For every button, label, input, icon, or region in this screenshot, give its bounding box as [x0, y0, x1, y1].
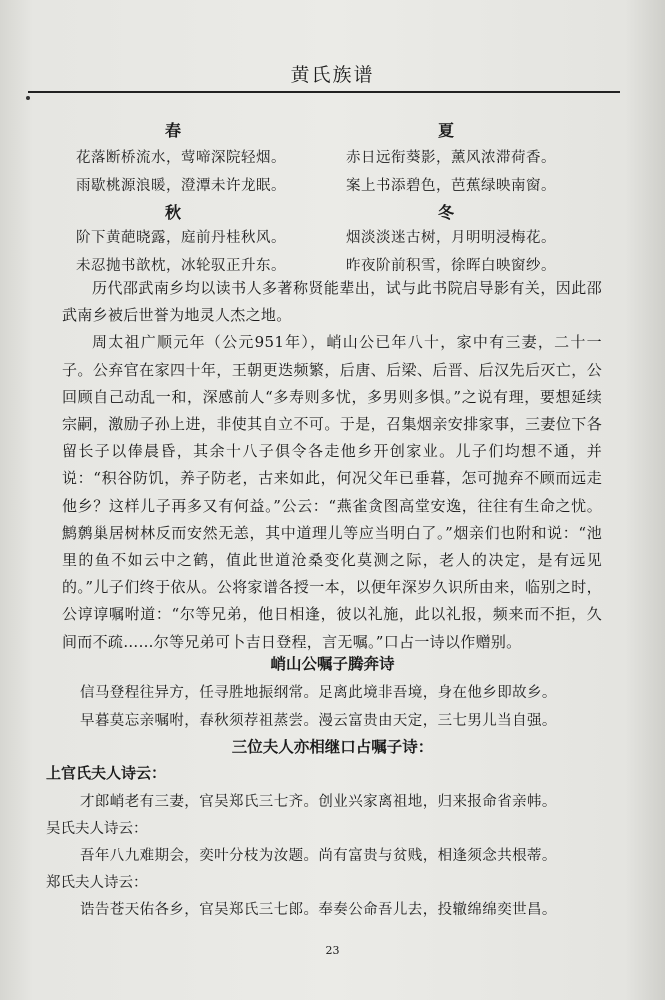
winter-line-2: 昨夜阶前积雪，徐晖白映窗纱。: [346, 258, 556, 274]
spring-line-2: 雨歇桃源浪暖，澄潭未许龙眠。: [76, 178, 286, 194]
paragraph-1: 历代邵武南乡均以读书人多著称贤能辈出，试与此书院启导影有关，因此邵武南乡被后世誉为地灵人杰之地。: [62, 279, 602, 325]
wife-speaker-2: 吴氏夫人诗云：: [46, 821, 148, 837]
header-dot: [26, 96, 30, 100]
page-number: 23: [325, 944, 340, 957]
winter-title: 冬: [438, 203, 455, 222]
winter-line-1: 烟淡淡迷古树，月明明浸梅花。: [346, 230, 556, 246]
spring-title: 春: [165, 121, 182, 140]
summer-title: 夏: [438, 121, 455, 140]
wives-section-title: 三位夫人亦相继口占嘱子诗：: [231, 738, 434, 756]
wife-line-1: 才郎峭老有三妻，官吴郑氏三七齐。创业兴家离祖地，归来报命省亲帏。: [80, 794, 557, 810]
wife-line-2: 吾年八九难期会，奕叶分枝为汝题。尚有富贵与贫贱，相逢须念共根蒂。: [80, 848, 557, 864]
wife-speaker-3: 郑氏夫人诗云：: [46, 875, 148, 891]
header-rule: [28, 91, 620, 93]
summer-line-1: 赤日远衔葵影，薰风浓滞荷香。: [346, 150, 556, 166]
body-text: [62, 275, 602, 656]
wife-speaker-1: 上官氏夫人诗云：: [46, 764, 167, 782]
book-title: 黄氏族谱: [290, 64, 375, 86]
poem-line-2: 早暮莫忘亲嘱咐，春秋须荐祖蒸尝。漫云富贵由天定，三七男儿当自强。: [80, 713, 557, 729]
poem-section-title: 峭山公嘱子腾奔诗: [270, 655, 395, 673]
autumn-line-2: 未忍抛书歆枕，冰轮驭正升东。: [76, 258, 286, 274]
autumn-title: 秋: [165, 203, 182, 222]
paragraph-2: 周太祖广顺元年（公元951年），峭山公已年八十，家中有三妻，二十一子。公弃官在家四十年，王朝更迭频繁，后唐、后梁、后晋、后汉先后灭亡，公回顾自己动乱一和，深感前人“多寿则多忧，多男则多惧。”之说有理，要想延续宗嗣，激励子孙上进，非使其自立不可。于是，召集烟亲安排家事，三妻位下各留长子以俸晨昏，其余十八子俱令各走他乡开创家业。儿子们均想不通，并说：“积谷防饥，养子防老，古来如此，何况父年已垂暮，怎可抛弃不顾而远走他乡？这样儿子再多又有何益。”公云：“燕雀贪图高堂安逸，往往有生命之忧。鹪鹩巢居树林反而安然无恙，其中道理儿等应当明白了。”烟亲们也附和说：“池里的鱼不如云中之鹤，值此世道沧桑变化莫测之际，老人的决定，是有远见的。”儿子们终于依从。公将家谱各授一本，以便年深岁久识所由来，临别之时，公谆谆嘱咐道：“尔等兄弟，他日相逢，彼以礼施，此以礼报，频来而不拒，久间而不疏……尔等兄弟可卜吉日登程，言无嘱。”口占一诗以作赠别。: [62, 333, 602, 651]
spring-line-1: 花落断桥流水，莺啼深院轻烟。: [76, 150, 286, 166]
autumn-line-1: 阶下黄葩晓露，庭前丹桂秋风。: [76, 230, 286, 246]
summer-line-2: 案上书添碧色，芭蕉绿映南窗。: [346, 178, 556, 194]
wife-line-3: 诰告苍天佑各乡，官吴郑氏三七郎。奉奏公命吾儿去，投辙绵绵奕世昌。: [80, 902, 557, 918]
poem-line-1: 信马登程往异方，任寻胜地振纲常。足离此境非吾境，身在他乡即故乡。: [80, 685, 557, 701]
